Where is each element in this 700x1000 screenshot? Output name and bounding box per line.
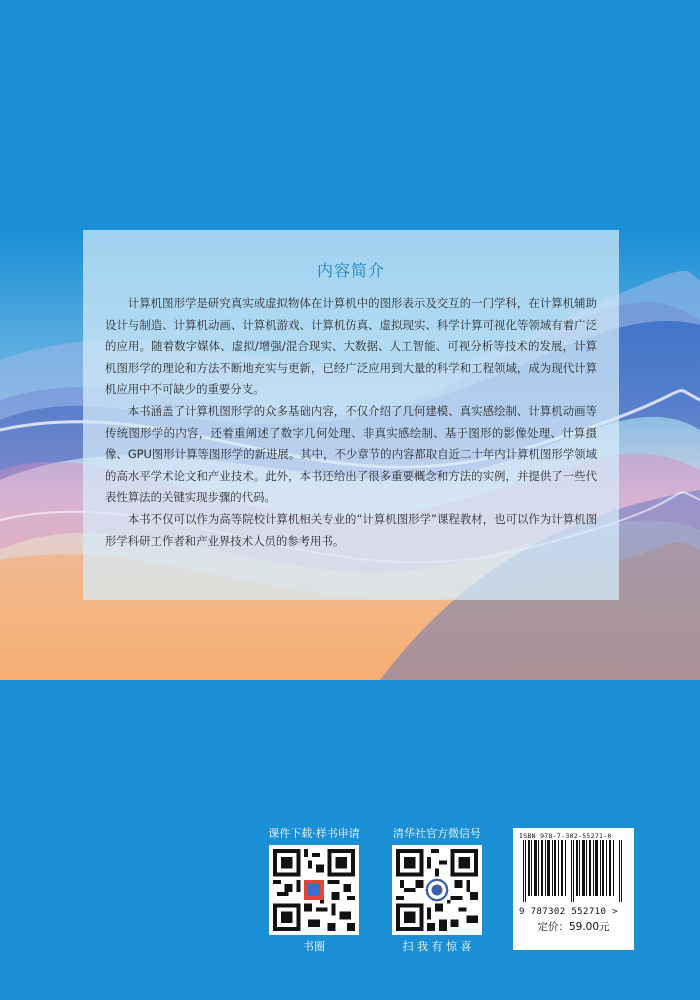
isbn-barcode-block [513,828,634,950]
book-price: 定价：59.00元 [537,921,610,933]
barcode-digits: 9 787302 552710 > [519,907,618,917]
summary-title: 内容简介 [316,261,385,280]
courseware-qr-block [262,826,366,955]
wechat-caption: 清华社官方微信号 [393,827,481,840]
wechat-qr-block [381,826,493,955]
courseware-caption: 课件下载·样书申请 [268,827,360,840]
isbn-number: ISBN 978-7-302-55271-0 [519,832,612,840]
content-summary-panel [83,230,619,600]
summary-paragraph-2: 本书涵盖了计算机图形学的众多基础内容，不仅介绍了几何建模、真实感绘制、计算机动画等传统图形学的内容，还着重阐述了数字几何处理、非真实感绘制、基于图形的影像处理、计算摄像、GPU图形计算等图形学的新进展。其中，不少章节的内容都取自近二十年内计算机图形学领域的高水平学术论文和产业技术。此外，本书还给出了很多重要概念和方法的实例，并提供了一些代表性算法的关键实现步骤的代码。 [105,403,597,505]
surprise-caption: 扫 我 有 惊 喜 [402,940,472,953]
summary-paragraph-1: 计算机图形学是研究真实或虚拟物体在计算机中的图形表示及交互的一门学科，在计算机辅助设计与制造、计算机动画、计算机游戏、计算机仿真、虚拟现实、科学计算可视化等领域有着广泛的应用。随着数字媒体、虚拟/增强/混合现实、大数据、人工智能、可视分析等技术的发展，计算机图形学的理论和方法不断地充实与更新，已经广泛应用到大量的科学和工程领域，成为现代计算机应用中不可缺少的重要分支。 [105,296,597,397]
qr-code-icon[interactable] [392,845,482,935]
qr-code-icon[interactable] [269,845,359,935]
barcode-icon [519,840,628,906]
summary-paragraph-3: 本书不仅可以作为高等院校计算机相关专业的“计算机图形学”课程教材，也可以作为计算机图形学科研工作者和产业界技术人员的参考用书。 [105,511,597,548]
shuquan-caption: 书圈 [303,940,325,953]
